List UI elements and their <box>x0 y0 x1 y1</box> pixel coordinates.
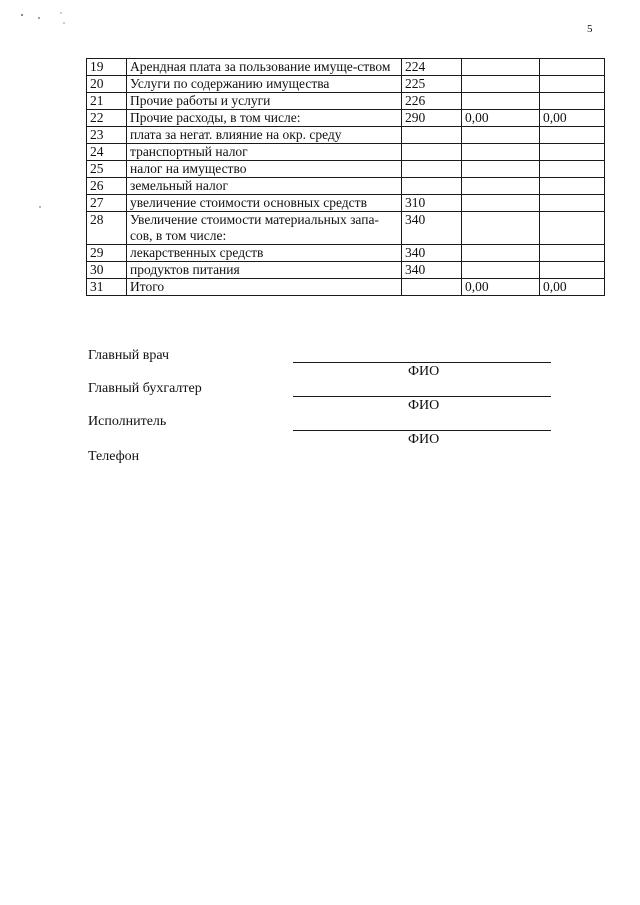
row-number: 24 <box>87 144 127 161</box>
row-number: 22 <box>87 110 127 127</box>
table-row <box>87 212 605 245</box>
executor-fio-caption: ФИО <box>408 432 440 447</box>
row-code <box>402 144 462 161</box>
table-row <box>87 76 605 93</box>
row-name: земельный налог <box>127 178 402 195</box>
row-number: 29 <box>87 245 127 262</box>
executor-signature-line <box>293 430 551 431</box>
row-value-2 <box>540 144 605 161</box>
row-code: 340 <box>402 262 462 279</box>
row-value-1: 0,00 <box>462 110 540 127</box>
row-value-1 <box>462 93 540 110</box>
row-number: 23 <box>87 127 127 144</box>
chief-accountant-fio-caption: ФИО <box>408 398 440 413</box>
table-row <box>87 262 605 279</box>
row-value-1 <box>462 144 540 161</box>
row-code: 225 <box>402 76 462 93</box>
row-code: 340 <box>402 245 462 262</box>
row-value-2 <box>540 178 605 195</box>
row-value-2 <box>540 59 605 76</box>
row-code <box>402 178 462 195</box>
row-name: Арендная плата за пользование имуще-ством <box>127 59 402 76</box>
row-number: 30 <box>87 262 127 279</box>
row-value-1 <box>462 59 540 76</box>
row-name: налог на имущество <box>127 161 402 178</box>
row-name: Увеличение стоимости материальных запа-сов, в том числе: <box>127 212 402 245</box>
chief-accountant-signature-line <box>293 396 551 397</box>
row-name: Услуги по содержанию имущества <box>127 76 402 93</box>
row-name: увеличение стоимости основных средств <box>127 195 402 212</box>
table-row <box>87 161 605 178</box>
row-value-1 <box>462 178 540 195</box>
table-row <box>87 245 605 262</box>
table-row <box>87 59 605 76</box>
table-row <box>87 127 605 144</box>
page-number: 5 <box>587 23 593 35</box>
row-name: Итого <box>127 279 402 296</box>
phone-label: Телефон <box>88 449 140 464</box>
row-value-1 <box>462 195 540 212</box>
table-row <box>87 93 605 110</box>
row-number: 26 <box>87 178 127 195</box>
executor-label: Исполнитель <box>88 414 167 429</box>
row-name: транспортный налог <box>127 144 402 161</box>
row-value-2 <box>540 76 605 93</box>
row-value-1 <box>462 127 540 144</box>
row-value-2: 0,00 <box>540 110 605 127</box>
table-row <box>87 144 605 161</box>
row-number: 19 <box>87 59 127 76</box>
table-row <box>87 178 605 195</box>
row-code: 310 <box>402 195 462 212</box>
row-code: 340 <box>402 212 462 245</box>
expense-table <box>86 58 605 296</box>
row-value-2 <box>540 212 605 245</box>
row-value-1 <box>462 212 540 245</box>
row-value-2 <box>540 161 605 178</box>
row-value-2 <box>540 245 605 262</box>
row-number: 21 <box>87 93 127 110</box>
chief-doctor-label: Главный врач <box>88 348 170 363</box>
row-name: продуктов питания <box>127 262 402 279</box>
row-code: 226 <box>402 93 462 110</box>
row-number: 31 <box>87 279 127 296</box>
chief-doctor-signature-line <box>293 362 551 363</box>
row-number: 28 <box>87 212 127 245</box>
row-name: Прочие работы и услуги <box>127 93 402 110</box>
row-name: плата за негат. влияние на окр. среду <box>127 127 402 144</box>
row-value-2 <box>540 262 605 279</box>
row-code: 224 <box>402 59 462 76</box>
table-row <box>87 195 605 212</box>
row-value-1 <box>462 161 540 178</box>
table-row-total <box>87 279 605 296</box>
row-value-2 <box>540 195 605 212</box>
row-value-1 <box>462 245 540 262</box>
row-value-1 <box>462 262 540 279</box>
row-value-2 <box>540 127 605 144</box>
row-number: 20 <box>87 76 127 93</box>
row-code <box>402 161 462 178</box>
row-name: лекарственных средств <box>127 245 402 262</box>
row-code <box>402 279 462 296</box>
row-value-2: 0,00 <box>540 279 605 296</box>
row-value-1 <box>462 76 540 93</box>
table-row <box>87 110 605 127</box>
row-name: Прочие расходы, в том числе: <box>127 110 402 127</box>
row-number: 27 <box>87 195 127 212</box>
chief-accountant-label: Главный бухгалтер <box>88 381 202 396</box>
row-code <box>402 127 462 144</box>
row-code: 290 <box>402 110 462 127</box>
row-number: 25 <box>87 161 127 178</box>
row-value-1: 0,00 <box>462 279 540 296</box>
chief-doctor-fio-caption: ФИО <box>408 364 440 379</box>
row-value-2 <box>540 93 605 110</box>
